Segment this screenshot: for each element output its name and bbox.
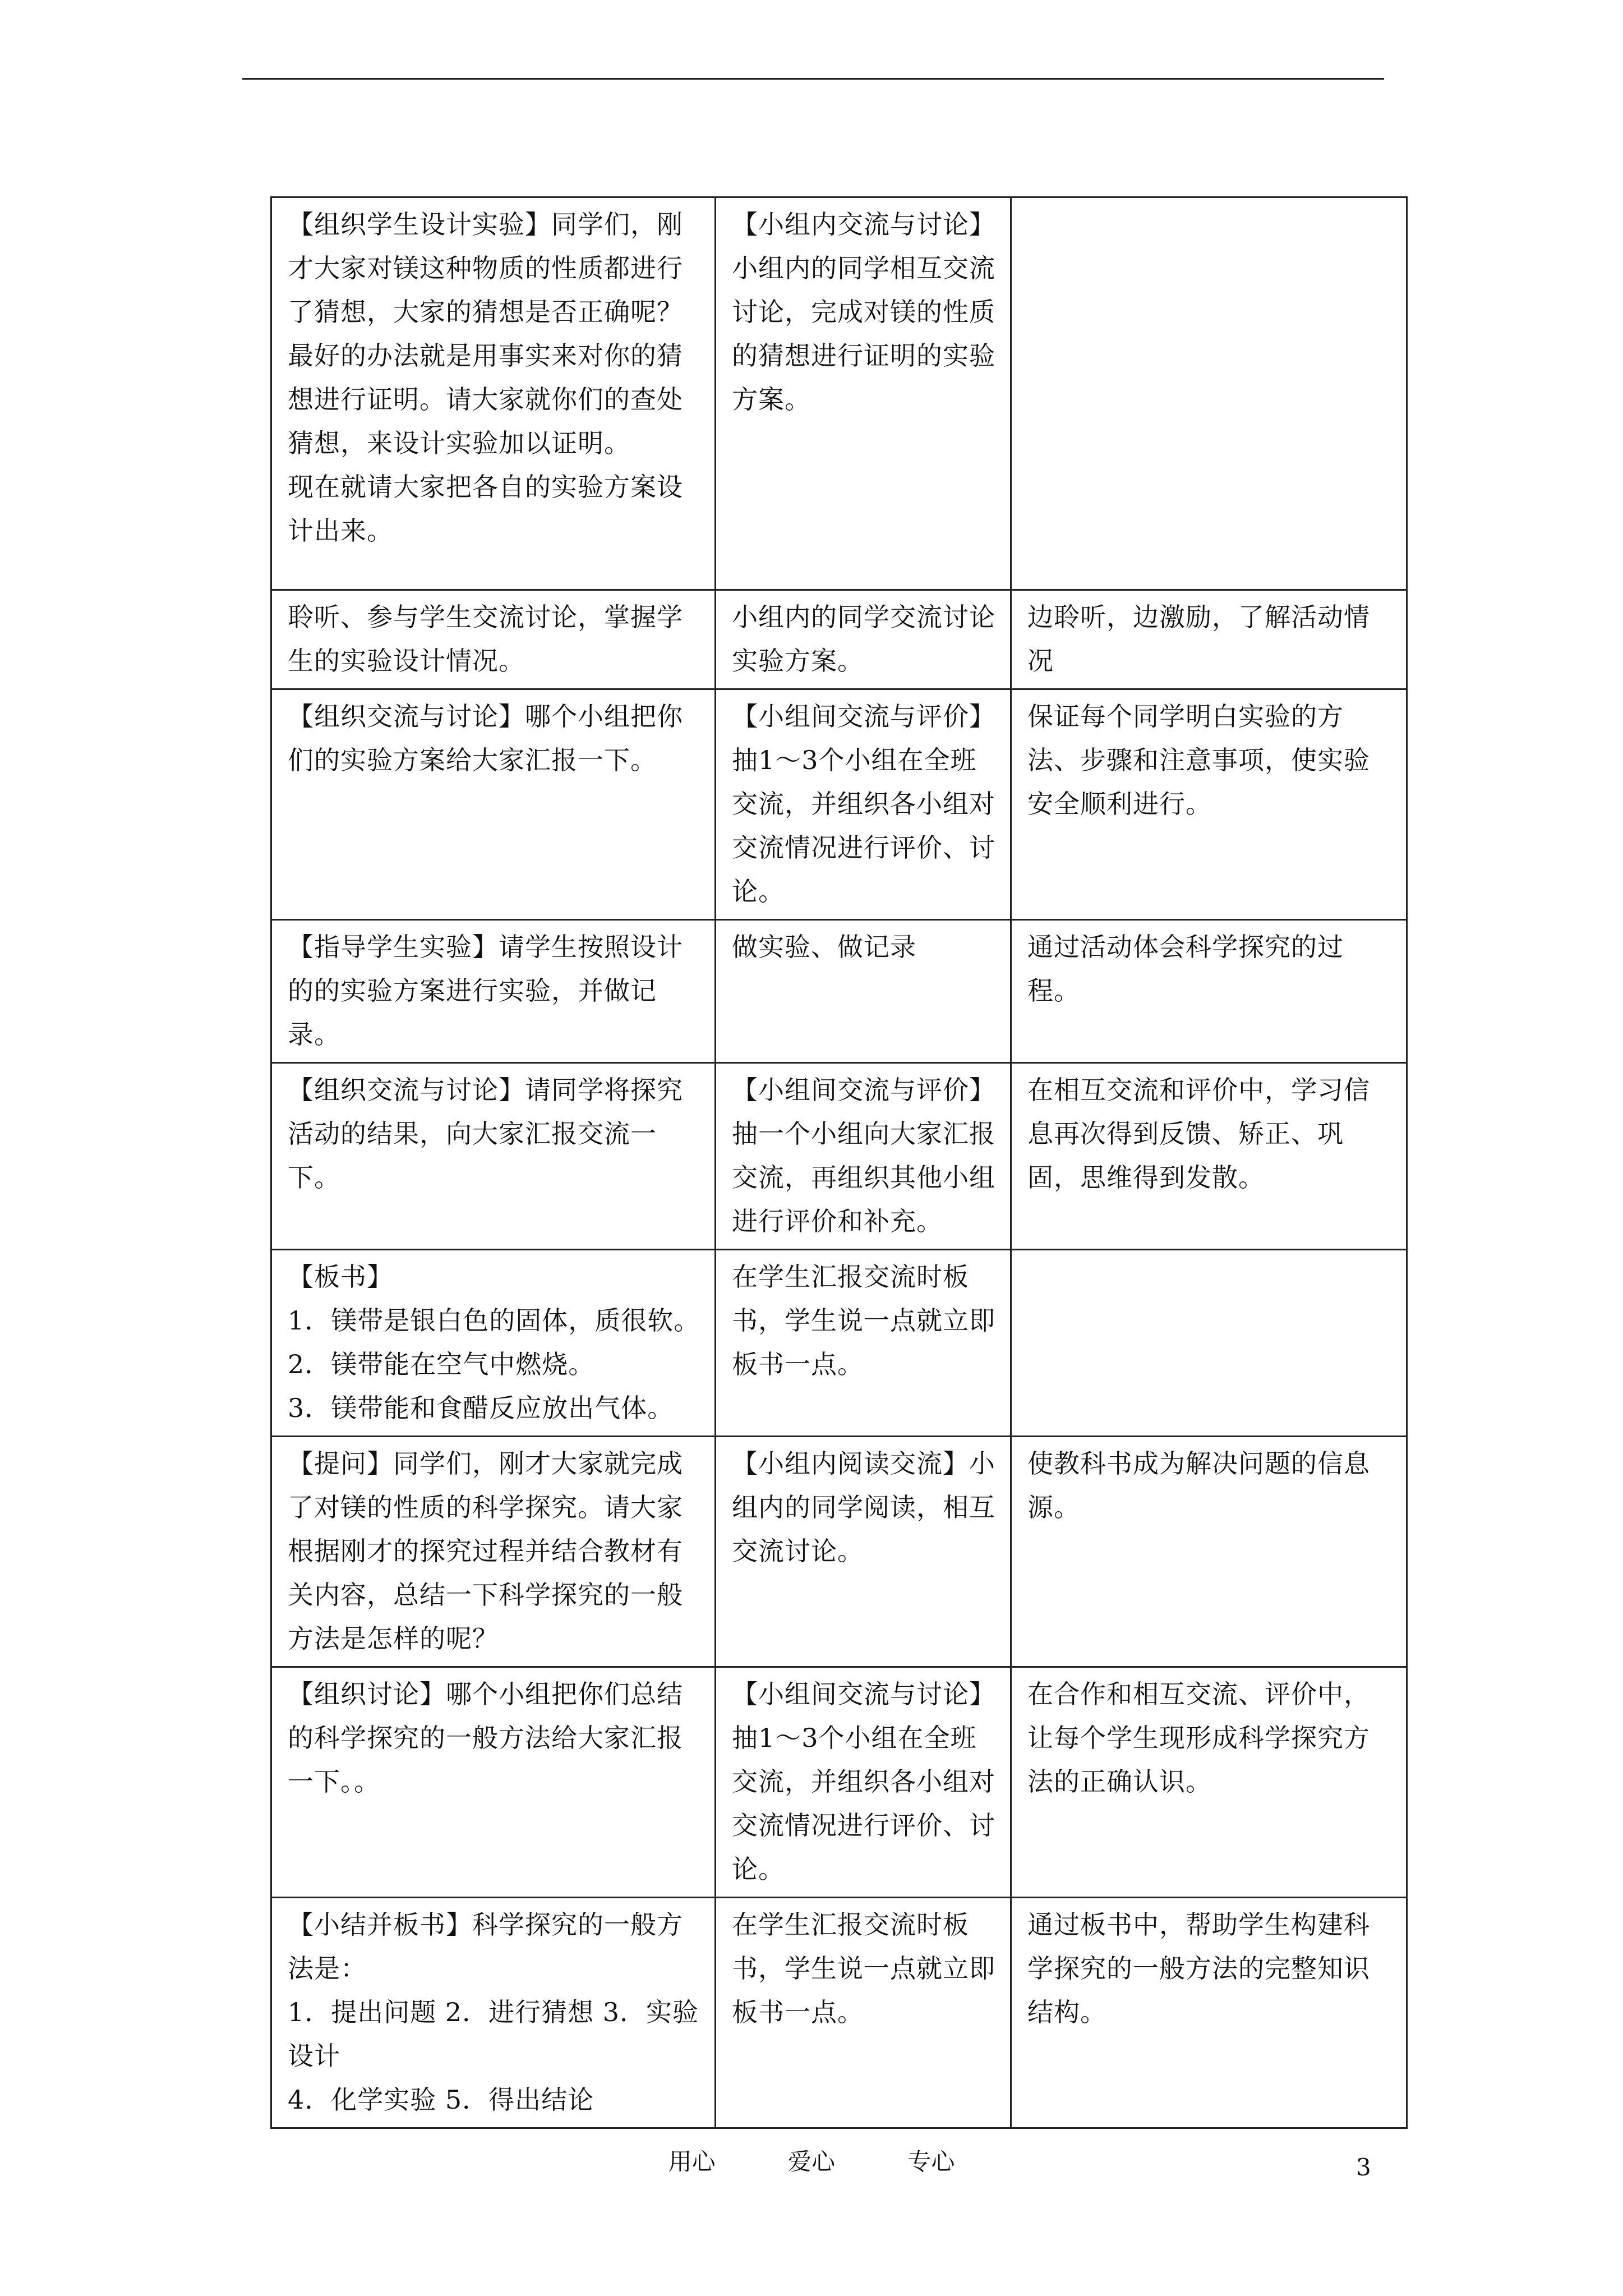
header-rule: [242, 78, 1384, 80]
teacher-activity-cell: [271, 920, 716, 1063]
cell-text: 2．镁带能在空气中燃烧。: [288, 1349, 595, 1379]
cell-text: 在合作和相互交流、评价中，让每个学生现形成科学探究方法的正确认识。: [1027, 1679, 1370, 1797]
cell-text: 使教科书成为解决问题的信息源。: [1027, 1448, 1370, 1522]
cell-text: 3．镁带能和食醋反应放出气体。: [288, 1393, 674, 1423]
table-row: [271, 920, 1407, 1063]
footer-motto: 爱心: [787, 2148, 835, 2175]
cell-text: 【小组间交流与讨论】抽1～3个小组在全班交流，并组织各小组对交流情况进行评价、讨论。: [732, 1679, 995, 1884]
cell-text: 【组织学生设计实验】同学们，刚才大家对镁这种物质的性质都进行了猜想，大家的猜想是否正确呢？最好的办法就是用事实来对你的猜想进行证明。请大家就你们的查处猜想，来设计实验加以证明。: [288, 209, 683, 458]
cell-text: 【组织交流与讨论】请同学将探究活动的结果，向大家汇报交流一下。: [288, 1075, 683, 1193]
design-intent-cell: [1011, 1898, 1407, 2128]
table-row: [271, 590, 1407, 689]
student-activity-cell: [716, 1250, 1011, 1437]
table-row: [271, 689, 1407, 920]
cell-text: 现在就请大家把各自的实验方案设计出来。: [288, 472, 683, 546]
student-activity-cell: [716, 689, 1011, 920]
design-intent-cell: [1011, 197, 1407, 590]
footer-motto: 专心: [907, 2148, 955, 2175]
cell-text: 在学生汇报交流时板书，学生说一点就立即板书一点。: [732, 1262, 995, 1379]
student-activity-cell: [716, 1063, 1011, 1250]
student-activity-cell: [716, 197, 1011, 590]
cell-text: 聆听、参与学生交流讨论，掌握学生的实验设计情况。: [288, 602, 683, 676]
student-activity-cell: [716, 1898, 1011, 2128]
cell-text: 保证每个同学明白实验的方法、步骤和注意事项，使实验安全顺利进行。: [1027, 701, 1370, 819]
teacher-activity-cell: [271, 689, 716, 920]
table-row: [271, 1437, 1407, 1667]
student-activity-cell: [716, 920, 1011, 1063]
cell-text: 【提问】同学们，刚才大家就完成了对镁的性质的科学探究。请大家根据刚才的探究过程并结合教材有关内容，总结一下科学探究的一般方法是怎样的呢？: [288, 1448, 683, 1654]
design-intent-cell: [1011, 1667, 1407, 1898]
cell-text: 做实验、做记录: [732, 932, 916, 962]
design-intent-cell: [1011, 689, 1407, 920]
student-activity-cell: [716, 1667, 1011, 1898]
teacher-activity-cell: [271, 1063, 716, 1250]
teacher-activity-cell: [271, 1250, 716, 1437]
student-activity-cell: [716, 590, 1011, 689]
teacher-activity-cell: [271, 1437, 716, 1667]
page-footer: [0, 2145, 1623, 2179]
design-intent-cell: [1011, 920, 1407, 1063]
footer-motto: 用心: [668, 2148, 716, 2175]
cell-text: 4．化学实验 5．得出结论: [288, 2085, 594, 2115]
lesson-plan-table: [270, 196, 1408, 2129]
design-intent-cell: [1011, 1063, 1407, 1250]
design-intent-cell: [1011, 1437, 1407, 1667]
table-row: [271, 1250, 1407, 1437]
cell-text: 通过活动体会科学探究的过程。: [1027, 932, 1344, 1006]
cell-text: 【小组间交流与评价】抽一个小组向大家汇报交流，再组织其他小组进行评价和补充。: [732, 1075, 995, 1236]
teacher-activity-cell: [271, 590, 716, 689]
page-number: 3: [1356, 2154, 1371, 2181]
design-intent-cell: [1011, 590, 1407, 689]
student-activity-cell: [716, 1437, 1011, 1667]
cell-text: 【板书】: [288, 1262, 393, 1292]
cell-text: 【指导学生实验】请学生按照设计的的实验方案进行实验，并做记录。: [288, 932, 683, 1050]
cell-text: 【小组间交流与评价】抽1～3个小组在全班交流，并组织各小组对交流情况进行评价、讨论。: [732, 701, 995, 907]
table-row: [271, 197, 1407, 590]
design-intent-cell: [1011, 1250, 1407, 1437]
cell-text: 【小组内交流与讨论】小组内的同学相互交流讨论，完成对镁的性质的猜想进行证明的实验方案。: [732, 209, 995, 415]
cell-text: 在相互交流和评价中，学习信息再次得到反馈、矫正、巩固，思维得到发散。: [1027, 1075, 1370, 1193]
table-row: [271, 1898, 1407, 2128]
teacher-activity-cell: [271, 1667, 716, 1898]
cell-text: 边聆听，边激励，了解活动情况: [1027, 602, 1370, 676]
cell-text: 【小组内阅读交流】小组内的同学阅读，相互交流讨论。: [732, 1448, 995, 1566]
cell-text: 【小结并板书】科学探究的一般方法是：: [288, 1910, 683, 1984]
table-row: [271, 1667, 1407, 1898]
cell-text: 1．镁带是银白色的固体，质很软。: [288, 1305, 700, 1336]
cell-text: 【组织讨论】哪个小组把你们总结的科学探究的一般方法给大家汇报一下。。: [288, 1679, 683, 1797]
cell-text: 在学生汇报交流时板书，学生说一点就立即板书一点。: [732, 1910, 995, 2027]
cell-text: 1．提出问题 2．进行猜想 3．实验设计: [288, 1997, 699, 2071]
table-row: [271, 1063, 1407, 1250]
cell-text: 【组织交流与讨论】哪个小组把你们的实验方案给大家汇报一下。: [288, 701, 683, 775]
cell-text: 小组内的同学交流讨论实验方案。: [732, 602, 995, 676]
cell-text: 通过板书中，帮助学生构建科学探究的一般方法的完整知识结构。: [1027, 1910, 1370, 2027]
teacher-activity-cell: [271, 197, 716, 590]
teacher-activity-cell: [271, 1898, 716, 2128]
